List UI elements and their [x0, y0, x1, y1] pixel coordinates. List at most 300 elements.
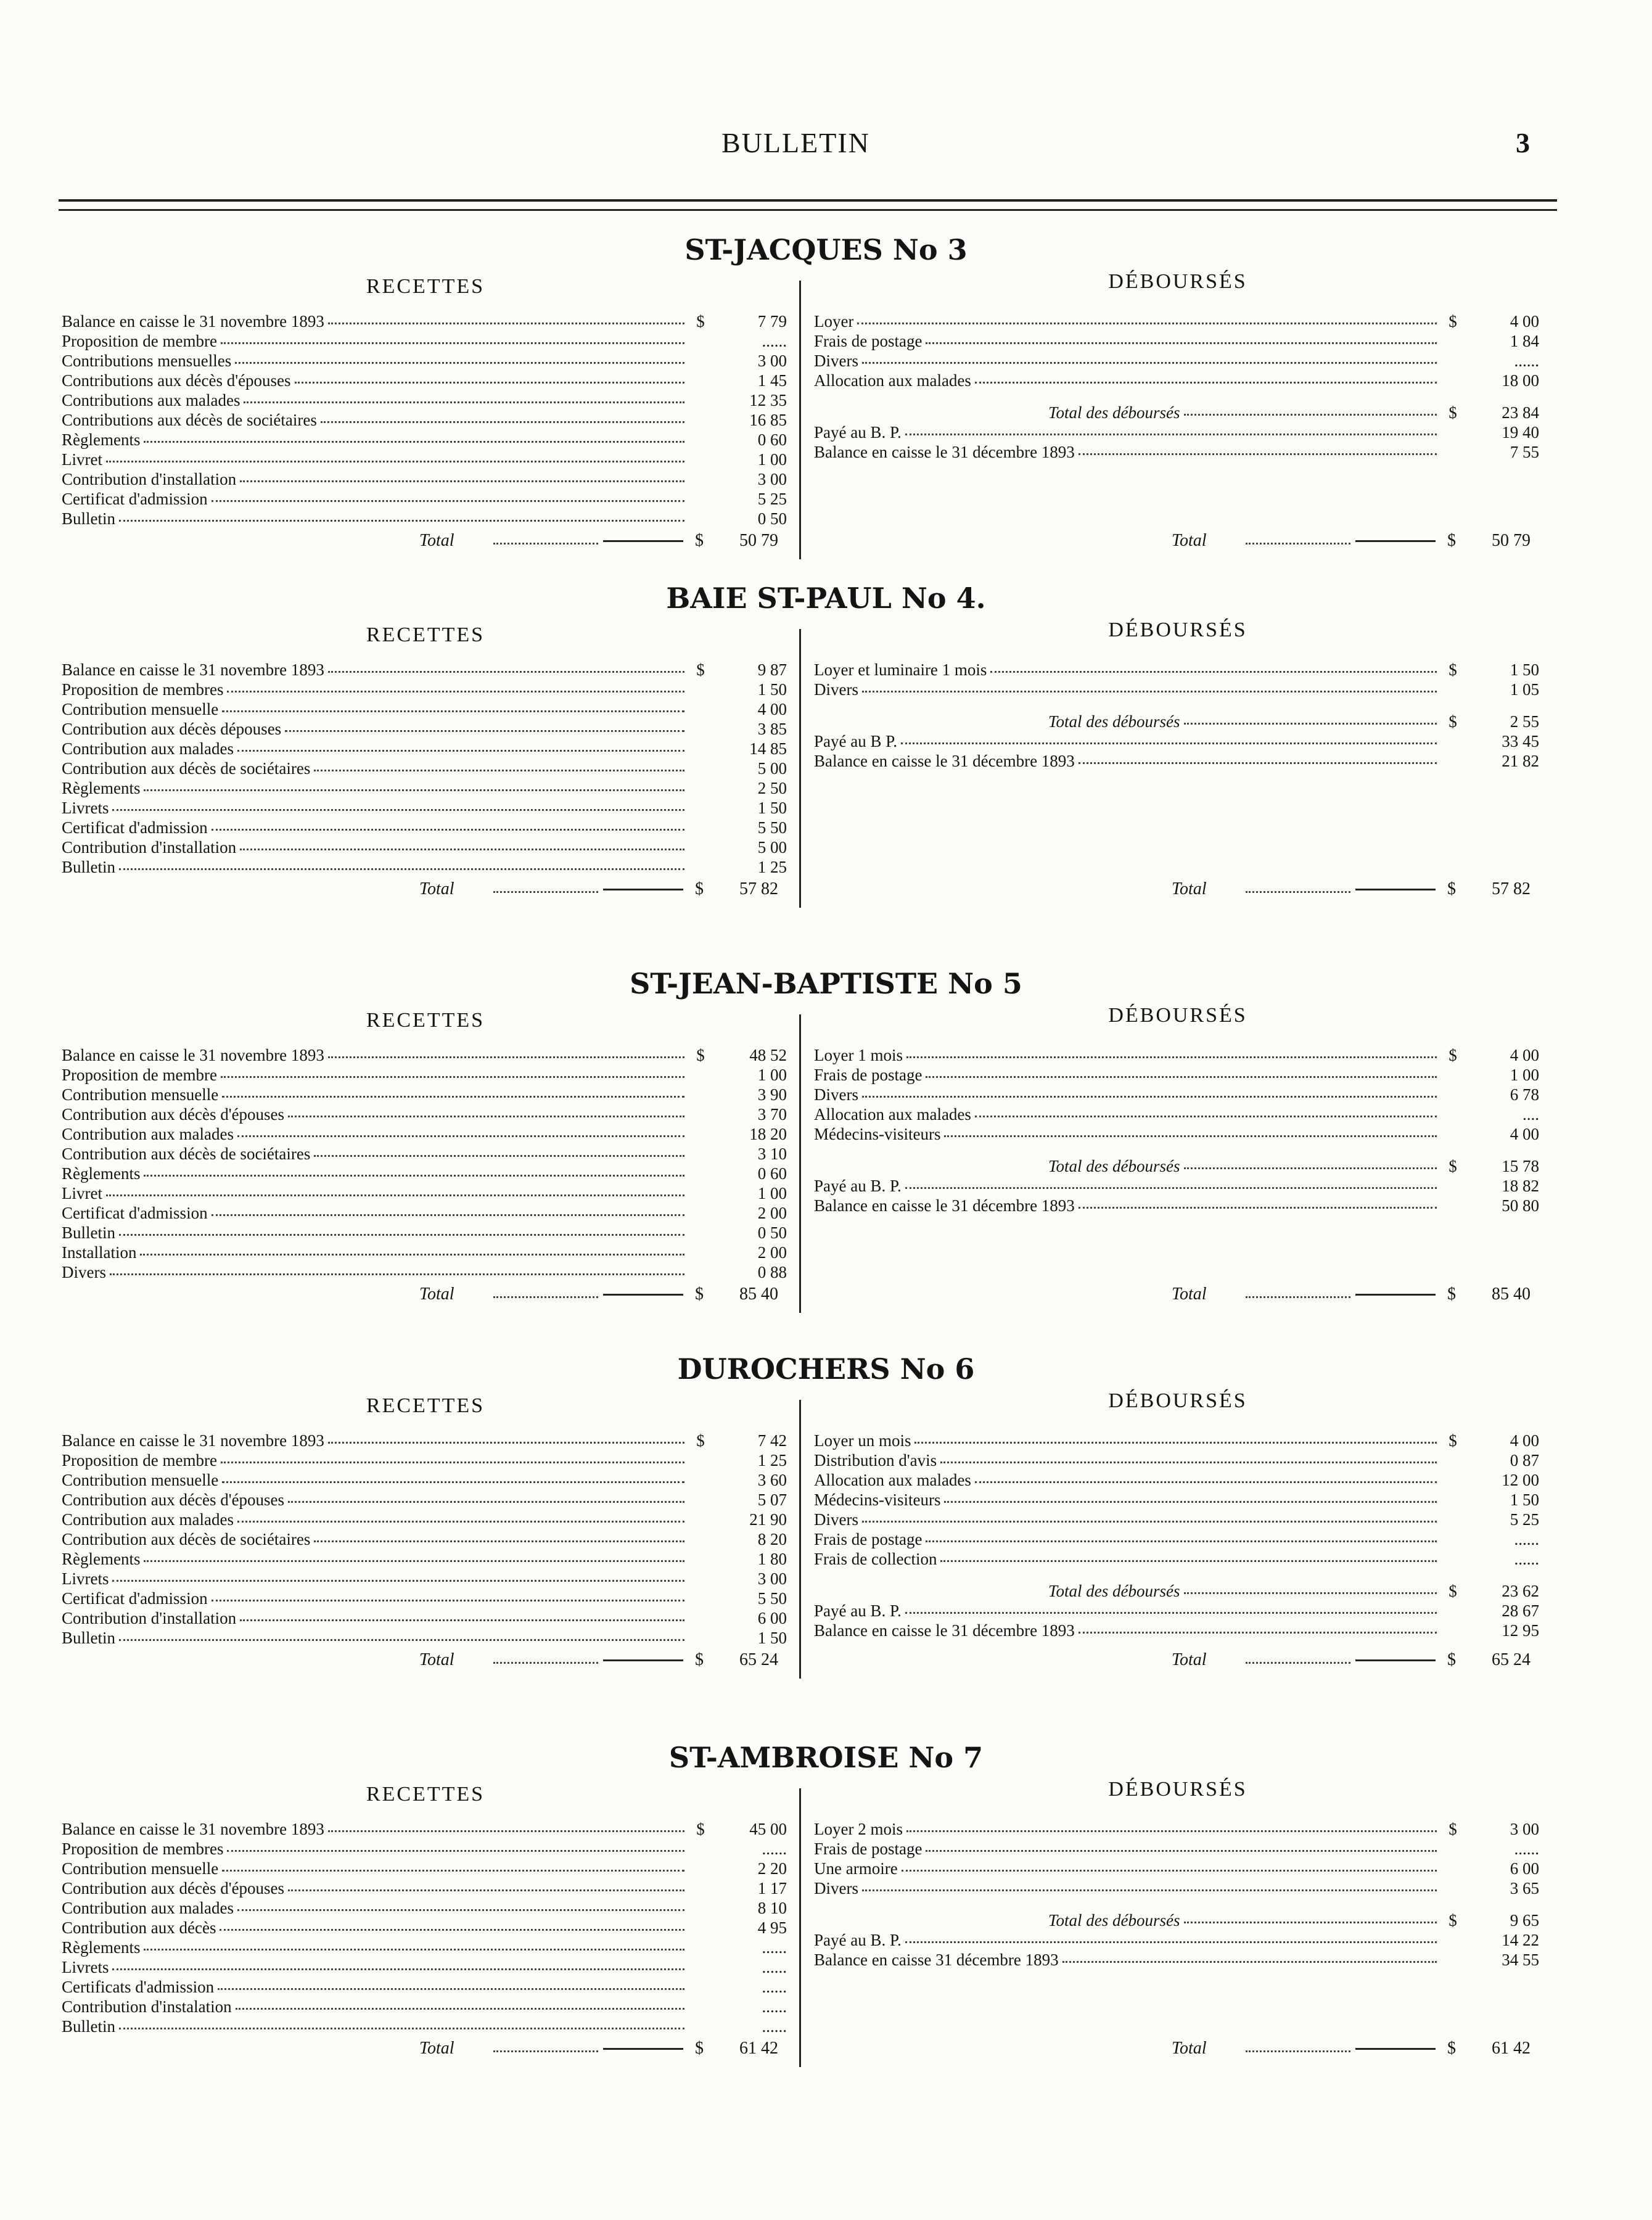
- ledger-row: [814, 311, 1542, 331]
- ledger-amount: 1 00: [757, 450, 787, 469]
- currency-sign: $: [695, 2039, 704, 2058]
- ledger-amount: 12 00: [1502, 1471, 1539, 1489]
- ledger-label: Divers: [814, 1879, 858, 1897]
- ledger-amount: 18 82: [1502, 1177, 1539, 1195]
- ledger-row: [62, 489, 789, 509]
- ledger-row: [814, 422, 1542, 442]
- leader-dots: [862, 687, 1437, 693]
- ledger-row: [62, 1045, 789, 1065]
- ledger-label: Contribution aux décès d'épouses: [62, 1879, 285, 1897]
- ledger-amount: 7 42: [757, 1431, 787, 1450]
- ledger-amount: 1 50: [757, 1629, 787, 1647]
- ledger-label: Contributions aux décès d'épouses: [62, 371, 291, 390]
- ledger-label: Médecins-visiteurs: [814, 1490, 941, 1509]
- leader-dots: [106, 457, 684, 462]
- total-rule: [603, 540, 683, 542]
- ledger-row: [814, 351, 1542, 371]
- ledger-row: [62, 1203, 789, 1223]
- total-rule: [603, 1294, 683, 1296]
- leader-dots: [222, 1478, 684, 1483]
- ledger-row: [62, 1608, 789, 1628]
- ledger-row: [62, 680, 789, 699]
- ledger-label: Médecins-visiteurs: [814, 1125, 941, 1143]
- ledger-amount: ......: [762, 1958, 787, 1976]
- ledger-amount: 3 00: [757, 352, 787, 370]
- total-row: [814, 878, 1542, 900]
- leader-dots: [237, 746, 684, 752]
- total-amount: 65 24: [1492, 1650, 1531, 1669]
- leader-dots: [237, 1906, 684, 1911]
- leader-dots: [1246, 538, 1350, 545]
- leader-dots: [110, 1270, 684, 1275]
- ledger-label: Livret: [62, 450, 102, 469]
- leader-dots: [926, 1537, 1437, 1542]
- ledger-amount: 1 50: [1510, 1490, 1539, 1509]
- currency-sign: $: [1449, 1820, 1457, 1838]
- ledger-label: Balance en caisse le 31 décembre 1893: [814, 443, 1075, 461]
- ledger-amount: 8 10: [757, 1899, 787, 1917]
- ledger-label: Frais de postage: [814, 332, 923, 350]
- ledger-row: [814, 1124, 1542, 1144]
- ledger-amount: 1 00: [757, 1184, 787, 1202]
- total-row: [814, 2037, 1542, 2060]
- leader-dots: [112, 1576, 684, 1582]
- leader-dots: [106, 1191, 684, 1196]
- total-amount: 57 82: [1492, 879, 1531, 898]
- leader-dots: [1246, 1657, 1350, 1664]
- ledger-label: Divers: [814, 1085, 858, 1104]
- ledger-row: [62, 2016, 789, 2036]
- ledger-label: Payé au B. P.: [814, 1931, 902, 1949]
- ledger-row: [814, 331, 1542, 351]
- ledger-amount: 3 00: [757, 470, 787, 488]
- running-title: BULLETIN: [721, 127, 870, 158]
- disbursements-rows: [814, 311, 1542, 462]
- leader-dots: [288, 1112, 684, 1117]
- ledger-row: [62, 1085, 789, 1104]
- leader-dots: [1184, 410, 1437, 416]
- ledger-row: [62, 1124, 789, 1144]
- ledger-row: [62, 1957, 789, 1977]
- ledger-row: [814, 731, 1542, 751]
- ledger-label: Frais de collection: [814, 1550, 937, 1568]
- leader-dots: [285, 726, 684, 732]
- currency-sign: $: [696, 660, 705, 679]
- currency-sign: $: [1449, 403, 1457, 422]
- ledger-label: Bulletin: [62, 509, 115, 528]
- subtotal-label: Total des déboursés: [1048, 1157, 1180, 1175]
- leader-dots: [944, 1132, 1437, 1137]
- ledger-row: [62, 818, 789, 837]
- leader-dots: [314, 1537, 684, 1542]
- ledger-row: [814, 1490, 1542, 1510]
- leader-dots: [221, 1458, 684, 1463]
- ledger-label: Frais de postage: [814, 1066, 923, 1084]
- ledger-amount: 9 87: [757, 660, 787, 679]
- disbursements-heading: DÉBOURSÉS: [1108, 1389, 1247, 1412]
- leader-dots: [288, 1886, 684, 1891]
- total-rule: [1355, 1659, 1436, 1661]
- ledger-amount: 34 55: [1502, 1951, 1539, 1969]
- leader-dots: [212, 496, 684, 502]
- ledger-row: [62, 371, 789, 390]
- row-spacer: [814, 1144, 1542, 1156]
- ledger-label: Payé au B. P.: [814, 1601, 902, 1620]
- ledger-label: Règlements: [62, 1550, 141, 1568]
- leader-dots: [1062, 1957, 1437, 1963]
- ledger-row: [62, 660, 789, 680]
- receipts-heading: RECETTES: [366, 1009, 485, 1032]
- section-title: DUROCHERS No 6: [677, 1352, 975, 1386]
- ledger-row: [62, 1104, 789, 1124]
- ledger-amount: 2 50: [757, 779, 787, 797]
- leader-dots: [328, 1827, 684, 1832]
- ledger-amount: 19 40: [1502, 423, 1539, 442]
- ledger-label: Balance en caisse 31 décembre 1893: [814, 1951, 1059, 1969]
- receipts-rows: [62, 1431, 789, 1648]
- ledger-label: Proposition de membre: [62, 332, 217, 350]
- leader-dots: [926, 339, 1437, 344]
- ledger-row: [62, 1183, 789, 1203]
- ledger-row: [814, 680, 1542, 699]
- ledger-amount: 8 20: [757, 1530, 787, 1548]
- ledger-label: Divers: [814, 352, 858, 370]
- ledger-row: [62, 1450, 789, 1470]
- ledger-amount: 2 00: [757, 1204, 787, 1222]
- subtotal-row: [814, 1910, 1542, 1930]
- ledger-label: Proposition de membres: [62, 680, 224, 699]
- currency-sign: $: [1447, 879, 1456, 898]
- ledger-row: [814, 1450, 1542, 1470]
- ledger-amount: 5 50: [757, 1589, 787, 1608]
- leader-dots: [222, 707, 684, 712]
- leader-dots: [144, 786, 684, 791]
- leader-dots: [237, 1132, 684, 1137]
- ledger-label: Livrets: [62, 1958, 109, 1976]
- ledger-amount: 6 00: [1510, 1859, 1539, 1878]
- leader-dots: [314, 766, 684, 771]
- ledger-label: Proposition de membre: [62, 1451, 217, 1470]
- ledger-amount: 6 00: [757, 1609, 787, 1627]
- total-rule: [1355, 889, 1436, 890]
- ledger-label: Certificat d'admission: [62, 1589, 208, 1608]
- ledger-amount: 48 52: [749, 1046, 787, 1064]
- receipts-rows: [62, 311, 789, 528]
- leader-dots: [1079, 758, 1437, 764]
- ledger-amount: 5 00: [757, 838, 787, 857]
- ledger-label: Contribution d'installation: [62, 1609, 237, 1627]
- disbursements-heading: DÉBOURSÉS: [1108, 1004, 1247, 1027]
- leader-dots: [295, 378, 684, 384]
- ledger-row: [814, 1549, 1542, 1569]
- total-row: [62, 878, 789, 900]
- leader-dots: [1246, 2045, 1350, 2052]
- receipts-heading: RECETTES: [366, 1394, 485, 1417]
- ledger-row: [62, 351, 789, 371]
- ledger-label: Payé au B. P.: [814, 1177, 902, 1195]
- ledger-row: [62, 450, 789, 469]
- ledger-amount: 3 70: [757, 1105, 787, 1124]
- ledger-label: Loyer et luminaire 1 mois: [814, 660, 987, 679]
- currency-sign: $: [696, 1431, 705, 1450]
- ledger-label: Contribution mensuelle: [62, 700, 219, 718]
- ledger-amount: 3 90: [757, 1085, 787, 1104]
- ledger-row: [62, 1569, 789, 1589]
- ledger-row: [814, 1950, 1542, 1970]
- ledger-label: Contribution aux décès d'épouses: [62, 1105, 285, 1124]
- ledger-label: Loyer un mois: [814, 1431, 911, 1450]
- leader-dots: [1246, 886, 1350, 893]
- ledger-row: [62, 469, 789, 489]
- leader-dots: [221, 1072, 684, 1078]
- ledger-label: Contributions aux malades: [62, 391, 240, 409]
- leader-dots: [493, 2045, 598, 2052]
- ledger-row: [62, 798, 789, 818]
- leader-dots: [493, 886, 598, 893]
- leader-dots: [321, 417, 684, 423]
- ledger-label: Certificats d'admission: [62, 1978, 215, 1996]
- ledger-row: [814, 1839, 1542, 1859]
- ledger-label: Balance en caisse le 31 novembre 1893: [62, 1046, 324, 1064]
- ledger-amount: 0 50: [757, 1223, 787, 1242]
- leader-dots: [119, 516, 684, 522]
- ledger-row: [62, 857, 789, 877]
- ledger-row: [62, 1490, 789, 1510]
- leader-dots: [222, 1866, 684, 1872]
- total-amount: 85 40: [1492, 1285, 1531, 1304]
- leader-dots: [235, 358, 684, 364]
- ledger-amount: 0 88: [757, 1263, 787, 1281]
- leader-dots: [1184, 1589, 1437, 1594]
- ledger-label: Contribution aux décès de sociétaires: [62, 1530, 311, 1548]
- ledger-amount: 12 35: [749, 391, 787, 409]
- currency-sign: $: [1447, 2039, 1456, 2058]
- ledger-label: Règlements: [62, 779, 141, 797]
- subtotal-label: Total des déboursés: [1048, 1582, 1180, 1600]
- leader-dots: [1079, 450, 1437, 455]
- ledger-label: Contribution aux malades: [62, 1510, 234, 1529]
- ledger-label: Contributions mensuelles: [62, 352, 232, 370]
- subtotal-label: Total des déboursés: [1048, 712, 1180, 731]
- ledger-amount: 1 45: [757, 371, 787, 390]
- ledger-amount: 0 50: [757, 509, 787, 528]
- column-divider: [799, 1788, 801, 2067]
- leader-dots: [212, 825, 684, 831]
- ledger-amount: 4 00: [1510, 1431, 1539, 1450]
- ledger-label: Bulletin: [62, 1629, 115, 1647]
- leader-dots: [901, 739, 1437, 744]
- subtotal-label: Total des déboursés: [1048, 1911, 1180, 1930]
- currency-sign: $: [1447, 1650, 1456, 1669]
- leader-dots: [212, 1211, 684, 1216]
- ledger-row: [62, 1878, 789, 1898]
- row-spacer: [814, 1898, 1542, 1910]
- ledger-amount: 5 25: [1510, 1510, 1539, 1529]
- ledger-amount: 1 80: [757, 1550, 787, 1568]
- total-label: Total: [419, 1285, 454, 1304]
- ledger-label: Installation: [62, 1243, 137, 1262]
- ledger-row: [814, 442, 1542, 462]
- ledger-label: Balance en caisse le 31 décembre 1893: [814, 1196, 1075, 1215]
- ledger-label: Certificat d'admission: [62, 490, 208, 508]
- total-amount: 85 40: [739, 1285, 778, 1304]
- ledger-amount: 12 95: [1502, 1621, 1539, 1640]
- total-amount: 61 42: [1492, 2039, 1531, 2058]
- ledger-row: [62, 778, 789, 798]
- leader-dots: [144, 1945, 684, 1951]
- total-rule: [1355, 2048, 1436, 2050]
- ledger-amount: 3 00: [1510, 1820, 1539, 1838]
- subtotal-row: [814, 403, 1542, 422]
- leader-dots: [906, 1827, 1437, 1832]
- leader-dots: [905, 1608, 1437, 1614]
- total-row: [814, 1283, 1542, 1305]
- currency-sign: $: [1449, 660, 1457, 679]
- ledger-row: [814, 1104, 1542, 1124]
- ledger-amount: 14 85: [749, 739, 787, 758]
- receipts-heading: RECETTES: [366, 1783, 485, 1806]
- currency-sign: $: [695, 531, 704, 550]
- disbursements-heading: DÉBOURSÉS: [1108, 619, 1247, 641]
- ledger-label: Contribution mensuelle: [62, 1085, 219, 1104]
- ledger-row: [62, 758, 789, 778]
- leader-dots: [926, 1846, 1437, 1852]
- ledger-label: Contribution mensuelle: [62, 1471, 219, 1489]
- ledger-row: [62, 1938, 789, 1957]
- ledger-amount: 4 00: [1510, 1046, 1539, 1064]
- leader-dots: [244, 398, 684, 403]
- ledger-amount: ......: [762, 1938, 787, 1957]
- leader-dots: [222, 1092, 684, 1098]
- ledger-label: Contribution aux malades: [62, 1899, 234, 1917]
- leader-dots: [990, 667, 1437, 673]
- ledger-amount: 3 65: [1510, 1879, 1539, 1897]
- ledger-label: Allocation aux malades: [814, 371, 971, 390]
- ledger-label: Livret: [62, 1184, 102, 1202]
- ledger-row: [814, 1470, 1542, 1490]
- header-double-rule: [59, 199, 1557, 211]
- ledger-label: Certificat d'admission: [62, 818, 208, 837]
- ledger-row: [62, 311, 789, 331]
- ledger-amount: 3 60: [757, 1471, 787, 1489]
- ledger-label: Loyer 2 mois: [814, 1820, 903, 1838]
- ledger-row: [62, 1529, 789, 1549]
- total-label: Total: [1172, 531, 1207, 550]
- leader-dots: [240, 1616, 684, 1621]
- total-label: Total: [1172, 1650, 1207, 1669]
- ledger-amount: ......: [1514, 1530, 1539, 1548]
- disbursements-rows: [814, 660, 1542, 771]
- ledger-label: Frais de postage: [814, 1840, 923, 1858]
- leader-dots: [940, 1556, 1437, 1562]
- section-title: ST-JEAN-BAPTISTE No 5: [630, 967, 1022, 1000]
- leader-dots: [328, 1053, 684, 1058]
- ledger-amount: 1 50: [1510, 660, 1539, 679]
- ledger-label: Divers: [814, 680, 858, 699]
- currency-sign: $: [696, 312, 705, 331]
- total-rule: [1355, 540, 1436, 542]
- ledger-amount: 1 50: [757, 680, 787, 699]
- receipts-heading: RECETTES: [366, 623, 485, 646]
- ledger-label: Contribution aux décès de sociétaires: [62, 1145, 311, 1163]
- currency-sign: $: [695, 1650, 704, 1669]
- leader-dots: [493, 1657, 598, 1664]
- ledger-label: Contribution d'installation: [62, 838, 237, 857]
- ledger-row: [62, 331, 789, 351]
- ledger-amount: 4 00: [757, 700, 787, 718]
- ledger-amount: ......: [1514, 1840, 1539, 1858]
- section-title: ST-JACQUES No 3: [684, 233, 968, 266]
- ledger-row: [814, 1065, 1542, 1085]
- subtotal-row: [814, 1156, 1542, 1176]
- total-row: [62, 530, 789, 552]
- ledger-label: Divers: [62, 1263, 106, 1281]
- ledger-row: [814, 1819, 1542, 1839]
- currency-sign: $: [1449, 1431, 1457, 1450]
- leader-dots: [493, 1291, 598, 1298]
- ledger-amount: 2 00: [757, 1243, 787, 1262]
- leader-dots: [914, 1438, 1437, 1444]
- ledger-label: Loyer: [814, 312, 854, 331]
- ledger-amount: 33 45: [1502, 732, 1539, 750]
- total-rule: [603, 2048, 683, 2050]
- leader-dots: [1079, 1628, 1437, 1634]
- ledger-row: [62, 1144, 789, 1164]
- total-label: Total: [419, 2039, 454, 2058]
- leader-dots: [112, 1965, 684, 1970]
- ledger-amount: 0 60: [757, 1164, 787, 1183]
- ledger-row: [62, 1549, 789, 1569]
- total-row: [814, 1649, 1542, 1671]
- ledger-label: Bulletin: [62, 2017, 115, 2036]
- ledger-label: Balance en caisse le 31 décembre 1893: [814, 1621, 1075, 1640]
- column-divider: [799, 629, 801, 908]
- subtotal-amount: 15 78: [1502, 1157, 1539, 1175]
- ledger-amount: ......: [762, 2017, 787, 2036]
- ledger-label: Règlements: [62, 1938, 141, 1957]
- total-amount: 50 79: [1492, 531, 1531, 550]
- ledger-label: Divers: [814, 1510, 858, 1529]
- leader-dots: [144, 437, 684, 443]
- total-label: Total: [419, 1650, 454, 1669]
- ledger-label: Livrets: [62, 1569, 109, 1588]
- leader-dots: [862, 1517, 1437, 1523]
- leader-dots: [314, 1151, 684, 1157]
- ledger-row: [814, 1085, 1542, 1104]
- currency-sign: $: [1447, 531, 1456, 550]
- ledger-row: [62, 1164, 789, 1183]
- ledger-amount: 1 25: [757, 858, 787, 876]
- section-title: ST-AMBROISE No 7: [668, 1741, 984, 1774]
- ledger-row: [62, 1065, 789, 1085]
- ledger-row: [62, 1628, 789, 1648]
- ledger-label: Balance en caisse le 31 novembre 1893: [62, 312, 324, 331]
- total-rule: [603, 1659, 683, 1661]
- leader-dots: [140, 1250, 684, 1256]
- leader-dots: [1184, 1918, 1437, 1923]
- ledger-row: [814, 1529, 1542, 1549]
- ledger-amount: ......: [762, 1997, 787, 2016]
- leader-dots: [119, 1635, 684, 1641]
- ledger-row: [62, 739, 789, 758]
- currency-sign: $: [696, 1046, 705, 1064]
- ledger-row: [814, 1431, 1542, 1450]
- ledger-amount: ....: [1523, 1105, 1539, 1124]
- ledger-label: Contributions aux décès de sociétaires: [62, 411, 317, 429]
- ledger-label: Payé au B P.: [814, 732, 897, 750]
- subtotal-row: [814, 712, 1542, 731]
- leader-dots: [1246, 1291, 1350, 1298]
